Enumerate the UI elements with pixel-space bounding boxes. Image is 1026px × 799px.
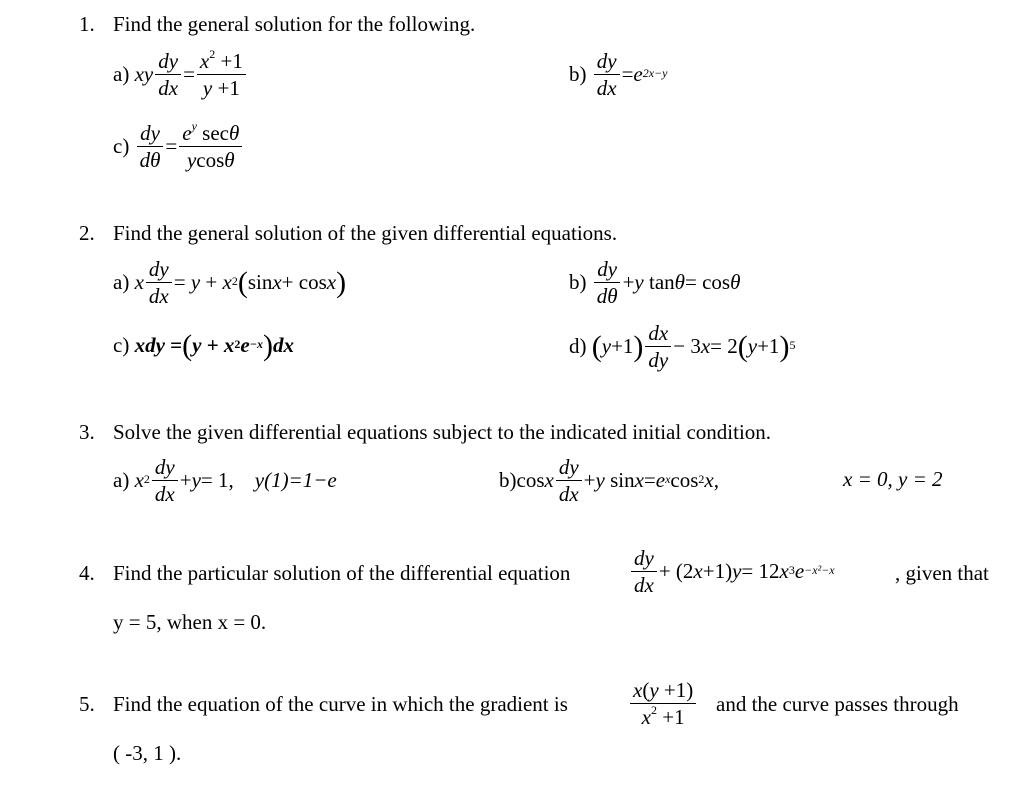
- q3-b-condition: x = 0, y = 2: [843, 467, 943, 491]
- q3-a-label: a): [113, 468, 130, 492]
- q3-b-label: b): [499, 468, 517, 492]
- q1-part-a: a) xy $\frac{dy}{dx}$ = $\frac{x^2 +1}{y +1}$: [113, 48, 248, 101]
- q1-b-label: b): [569, 62, 587, 86]
- q2-part-c: c) xdy = ( y + x $^2$ e $^{-x}$ ) dx: [113, 328, 295, 362]
- q5-text: Find the equation of the curve in which the gradient is: [113, 692, 568, 716]
- q2-part-d: d) ( y +1 ) $\frac{dx}{dy}$ − 3 x = 2 ( y +1 ) $^5$: [569, 321, 796, 372]
- q2-part-b: b) $\frac{dy}{d\theta}$ + y tan θ = cos θ: [569, 257, 741, 308]
- q2-b-label: b): [569, 270, 587, 294]
- q1-a-label: a): [113, 62, 130, 86]
- q1-c-label: c): [113, 134, 130, 158]
- q3-part-b: b) cos x $\frac{dy}{dx}$ + y sin x = e $^x$ cos $^2$ x ,: [499, 455, 719, 506]
- q4-equation: $\frac{dy}{dx}$ + (2 x +1) y = 12 x $^3$ e $^{-x^2-x}$: [629, 545, 835, 598]
- q1-number: 1.: [79, 12, 95, 36]
- q4-text: Find the particular solution of the differential equation: [113, 561, 571, 585]
- q4-line2: y = 5, when x = 0.: [113, 610, 267, 634]
- q5-suffix: and the curve passes through: [716, 692, 959, 716]
- q4-number: 4.: [79, 561, 95, 585]
- q2-part-a: a) x $\frac{dy}{dx}$ = y + x $^2$ ( sin x + cos x ): [113, 257, 347, 308]
- q2-d-label: d): [569, 334, 587, 358]
- q2-a-label: a): [113, 270, 130, 294]
- q3-a-condition: y(1)=1−e: [254, 468, 337, 492]
- q5-number: 5.: [79, 692, 95, 716]
- q4-suffix: , given that: [895, 561, 989, 585]
- q5-line2: ( -3, 1 ).: [113, 741, 182, 765]
- q2-number: 2.: [79, 221, 95, 245]
- q2-text: Find the general solution of the given differential equations.: [113, 221, 618, 245]
- q3-number: 3.: [79, 420, 95, 444]
- q1-text: Find the general solution for the following.: [113, 12, 476, 36]
- q1-part-c: c) $\frac{dy}{d\theta}$ = $\frac{e^y \sec\theta}{ycos\theta}$: [113, 120, 244, 173]
- q3-text: Solve the given differential equations subject to the indicated initial condition.: [113, 420, 772, 444]
- q3-part-a: a) x $^2$ $\frac{dy}{dx}$ + y = 1, y(1)=1−e: [113, 455, 337, 506]
- q1-part-b: b) $\frac{dy}{dx}$ = e $^{2x-y}$: [569, 49, 668, 100]
- q5-gradient: $\frac{x(y +1)}{x^2 +1}$: [628, 677, 698, 730]
- q2-c-label: c): [113, 333, 130, 357]
